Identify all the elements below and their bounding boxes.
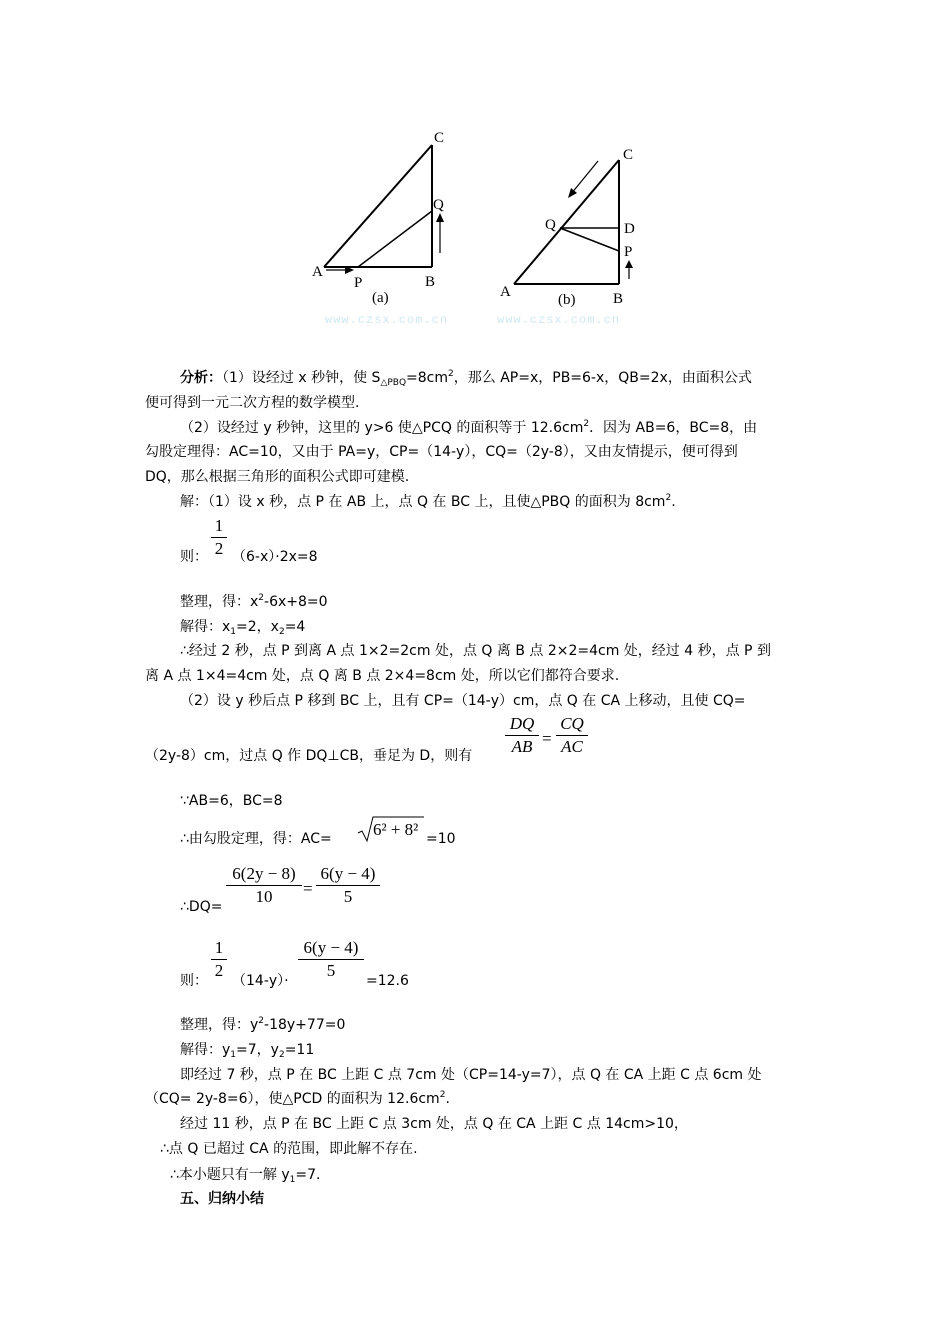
section-heading-5: 五、归纳小结 (180, 1191, 264, 1207)
text: 1 (230, 1050, 237, 1060)
text: 6(2y − 8) (232, 864, 296, 883)
text: 2 (214, 539, 224, 558)
dq-fraction-2 (316, 863, 380, 908)
text: AB (511, 737, 533, 756)
text: 2 (258, 1016, 265, 1026)
caption-a: (a) (372, 290, 389, 306)
text: 2 (278, 1050, 285, 1060)
text: . (445, 1091, 450, 1107)
text: 2 (214, 961, 224, 980)
eq1-suffix: （6-x）·2x=8 (232, 549, 318, 565)
text: 解得：y (180, 1042, 231, 1058)
text: 6(y − 4) (303, 938, 359, 957)
ratio-fraction-1 (505, 713, 539, 758)
label-b-Q: Q (545, 217, 556, 233)
text: 5 (326, 961, 336, 980)
text: =7，y (236, 1042, 279, 1058)
label-b-B: B (613, 291, 624, 307)
text: 2 (278, 627, 285, 637)
solve-2 (180, 1040, 314, 1060)
text: ．因为 AB=6，BC=8，由 (589, 420, 758, 436)
text: =7. (295, 1167, 321, 1183)
ratio-equals: = (542, 729, 552, 748)
text: 整理，得：x (180, 594, 259, 610)
label-b-D: D (624, 221, 635, 237)
text: 解：（1）设 x 秒，点 P 在 AB 上，点 Q 在 BC 上，且使△PBQ 的面积为 8cm (180, 494, 666, 510)
text: -6x+8=0 (264, 594, 328, 610)
solution-2-line-1: （2）设 y 秒后点 P 移到 BC 上，且有 CP=（14-y）cm，点 Q 在 CA 上移动，且使 CQ= (180, 693, 746, 709)
arrow-down-left-icon (568, 188, 577, 198)
eq2-fraction (298, 937, 364, 982)
text: . (671, 494, 676, 510)
text: ，那么 AP=x，PB=6-x，QB=2x，由面积公式 (453, 370, 752, 386)
fraction-half-1 (211, 515, 227, 560)
conclusion-2-line-2 (145, 1089, 450, 1109)
text: 2 (448, 369, 454, 379)
watermark-2: www.czsx.com.cn (497, 313, 621, 327)
text: 2 (665, 493, 672, 503)
sqrt-radicand: 6² + 8² (373, 820, 419, 839)
text: 1 (214, 938, 224, 957)
text: （CQ= 2y-8=6），使△PCD 的面积为 12.6cm (145, 1091, 440, 1107)
text: 5 (343, 887, 353, 906)
label-b-A: A (500, 284, 511, 300)
figure-a (324, 145, 440, 270)
analysis-line-5: DQ，那么根据三角形的面积公式即可建模. (145, 469, 410, 485)
ratio-fraction-2 (556, 713, 588, 758)
text: CQ (560, 714, 584, 733)
eq2-mid: （14-y）· (232, 973, 289, 989)
text: =8cm (406, 370, 449, 386)
text: 1 (289, 1175, 296, 1185)
eq2-suffix: =12.6 (366, 973, 409, 989)
analysis-line-4: 勾股定理得：AC=10，又由于 PA=y，CP=（14-y），CQ=（2y-8），又由友情提示，便可得到 (145, 444, 738, 460)
arrow-up-icon (625, 260, 633, 268)
conclusion-5 (170, 1165, 320, 1185)
conclusion-2-line-1: 即经过 7 秒，点 P 在 BC 上距 C 点 7cm 处（CP=14-y=7），点 Q 在 CA 上距 C 点 6cm 处 (180, 1067, 762, 1083)
conclusion-1-line-1: ∴经过 2 秒，点 P 到离 A 点 1×2=2cm 处，点 Q 离 B 点 2×2=4cm 处，经过 4 秒，点 P 到 (180, 643, 771, 659)
solution-1-intro (180, 492, 676, 512)
caption-b: (b) (558, 292, 576, 308)
eq2-prefix: 则： (180, 973, 208, 989)
label-a-A: A (312, 264, 323, 280)
text: 解得：x (180, 619, 231, 635)
fraction-half-2 (211, 937, 227, 982)
text: 2 (439, 1090, 446, 1100)
text: 2 (258, 593, 265, 603)
text: =11 (284, 1042, 315, 1058)
analysis-label: 分析： (180, 370, 222, 386)
dq-equals: = (303, 879, 313, 898)
text: ∴本小题只有一解 y (170, 1167, 290, 1183)
solve-1 (180, 617, 305, 637)
analysis-line-3 (180, 418, 757, 438)
label-b-C: C (623, 147, 634, 163)
because-line: ∵AB=6，BC=8 (180, 793, 283, 809)
arrow-up-icon (436, 213, 444, 222)
text: （1）设经过 x 秒钟，使 S (222, 370, 381, 386)
text: （2）设经过 y 秒钟，这里的 y>6 使△PCQ 的面积等于 12.6cm (180, 420, 584, 436)
figure-b (514, 160, 629, 284)
text: 整理，得：y (180, 1017, 259, 1033)
label-a-Q: Q (433, 197, 444, 213)
label-a-C: C (434, 130, 445, 146)
text: 1 (230, 627, 237, 637)
pythagoras-suffix: =10 (426, 831, 456, 847)
analysis-line-2: 便可得到一元二次方程的数学模型. (145, 395, 360, 411)
conclusion-1-line-2: 离 A 点 1×4=4cm 处，点 Q 离 B 点 2×4=8cm 处，所以它们都符合要求. (145, 668, 620, 684)
tidy-2 (180, 1015, 345, 1035)
text: DQ (509, 714, 535, 733)
text: 1 (214, 516, 224, 535)
solution-2-line-2: （2y-8）cm，过点 Q 作 DQ⊥CB，垂足为 D，则有 (145, 748, 473, 764)
tidy-1 (180, 592, 328, 612)
text: =4 (284, 619, 306, 635)
pythagoras-prefix: ∴由勾股定理，得：AC= (180, 831, 332, 847)
text: =2，x (236, 619, 279, 635)
text: 6(y − 4) (320, 864, 376, 883)
eq1-prefix: 则： (180, 549, 208, 565)
text: -18y+77=0 (264, 1017, 346, 1033)
conclusion-4: ∴点 Q 已超过 CA 的范围，即此解不存在. (160, 1141, 418, 1157)
label-a-B: B (425, 274, 436, 290)
label-b-P: P (624, 244, 633, 260)
text: AC (561, 737, 583, 756)
text: △PBQ (380, 378, 407, 388)
triangle-figures (0, 0, 950, 330)
watermark-1: www.czsx.com.cn (325, 313, 449, 327)
conclusion-3: 经过 11 秒，点 P 在 BC 上距 C 点 3cm 处，点 Q 在 CA 上距 C 点 14cm>10， (180, 1116, 688, 1132)
label-a-P: P (354, 275, 363, 291)
dq-prefix: ∴DQ= (180, 899, 223, 915)
dq-fraction-1 (226, 863, 302, 908)
analysis-line-1 (180, 368, 752, 388)
text: 10 (255, 887, 273, 906)
text: 2 (583, 419, 590, 429)
